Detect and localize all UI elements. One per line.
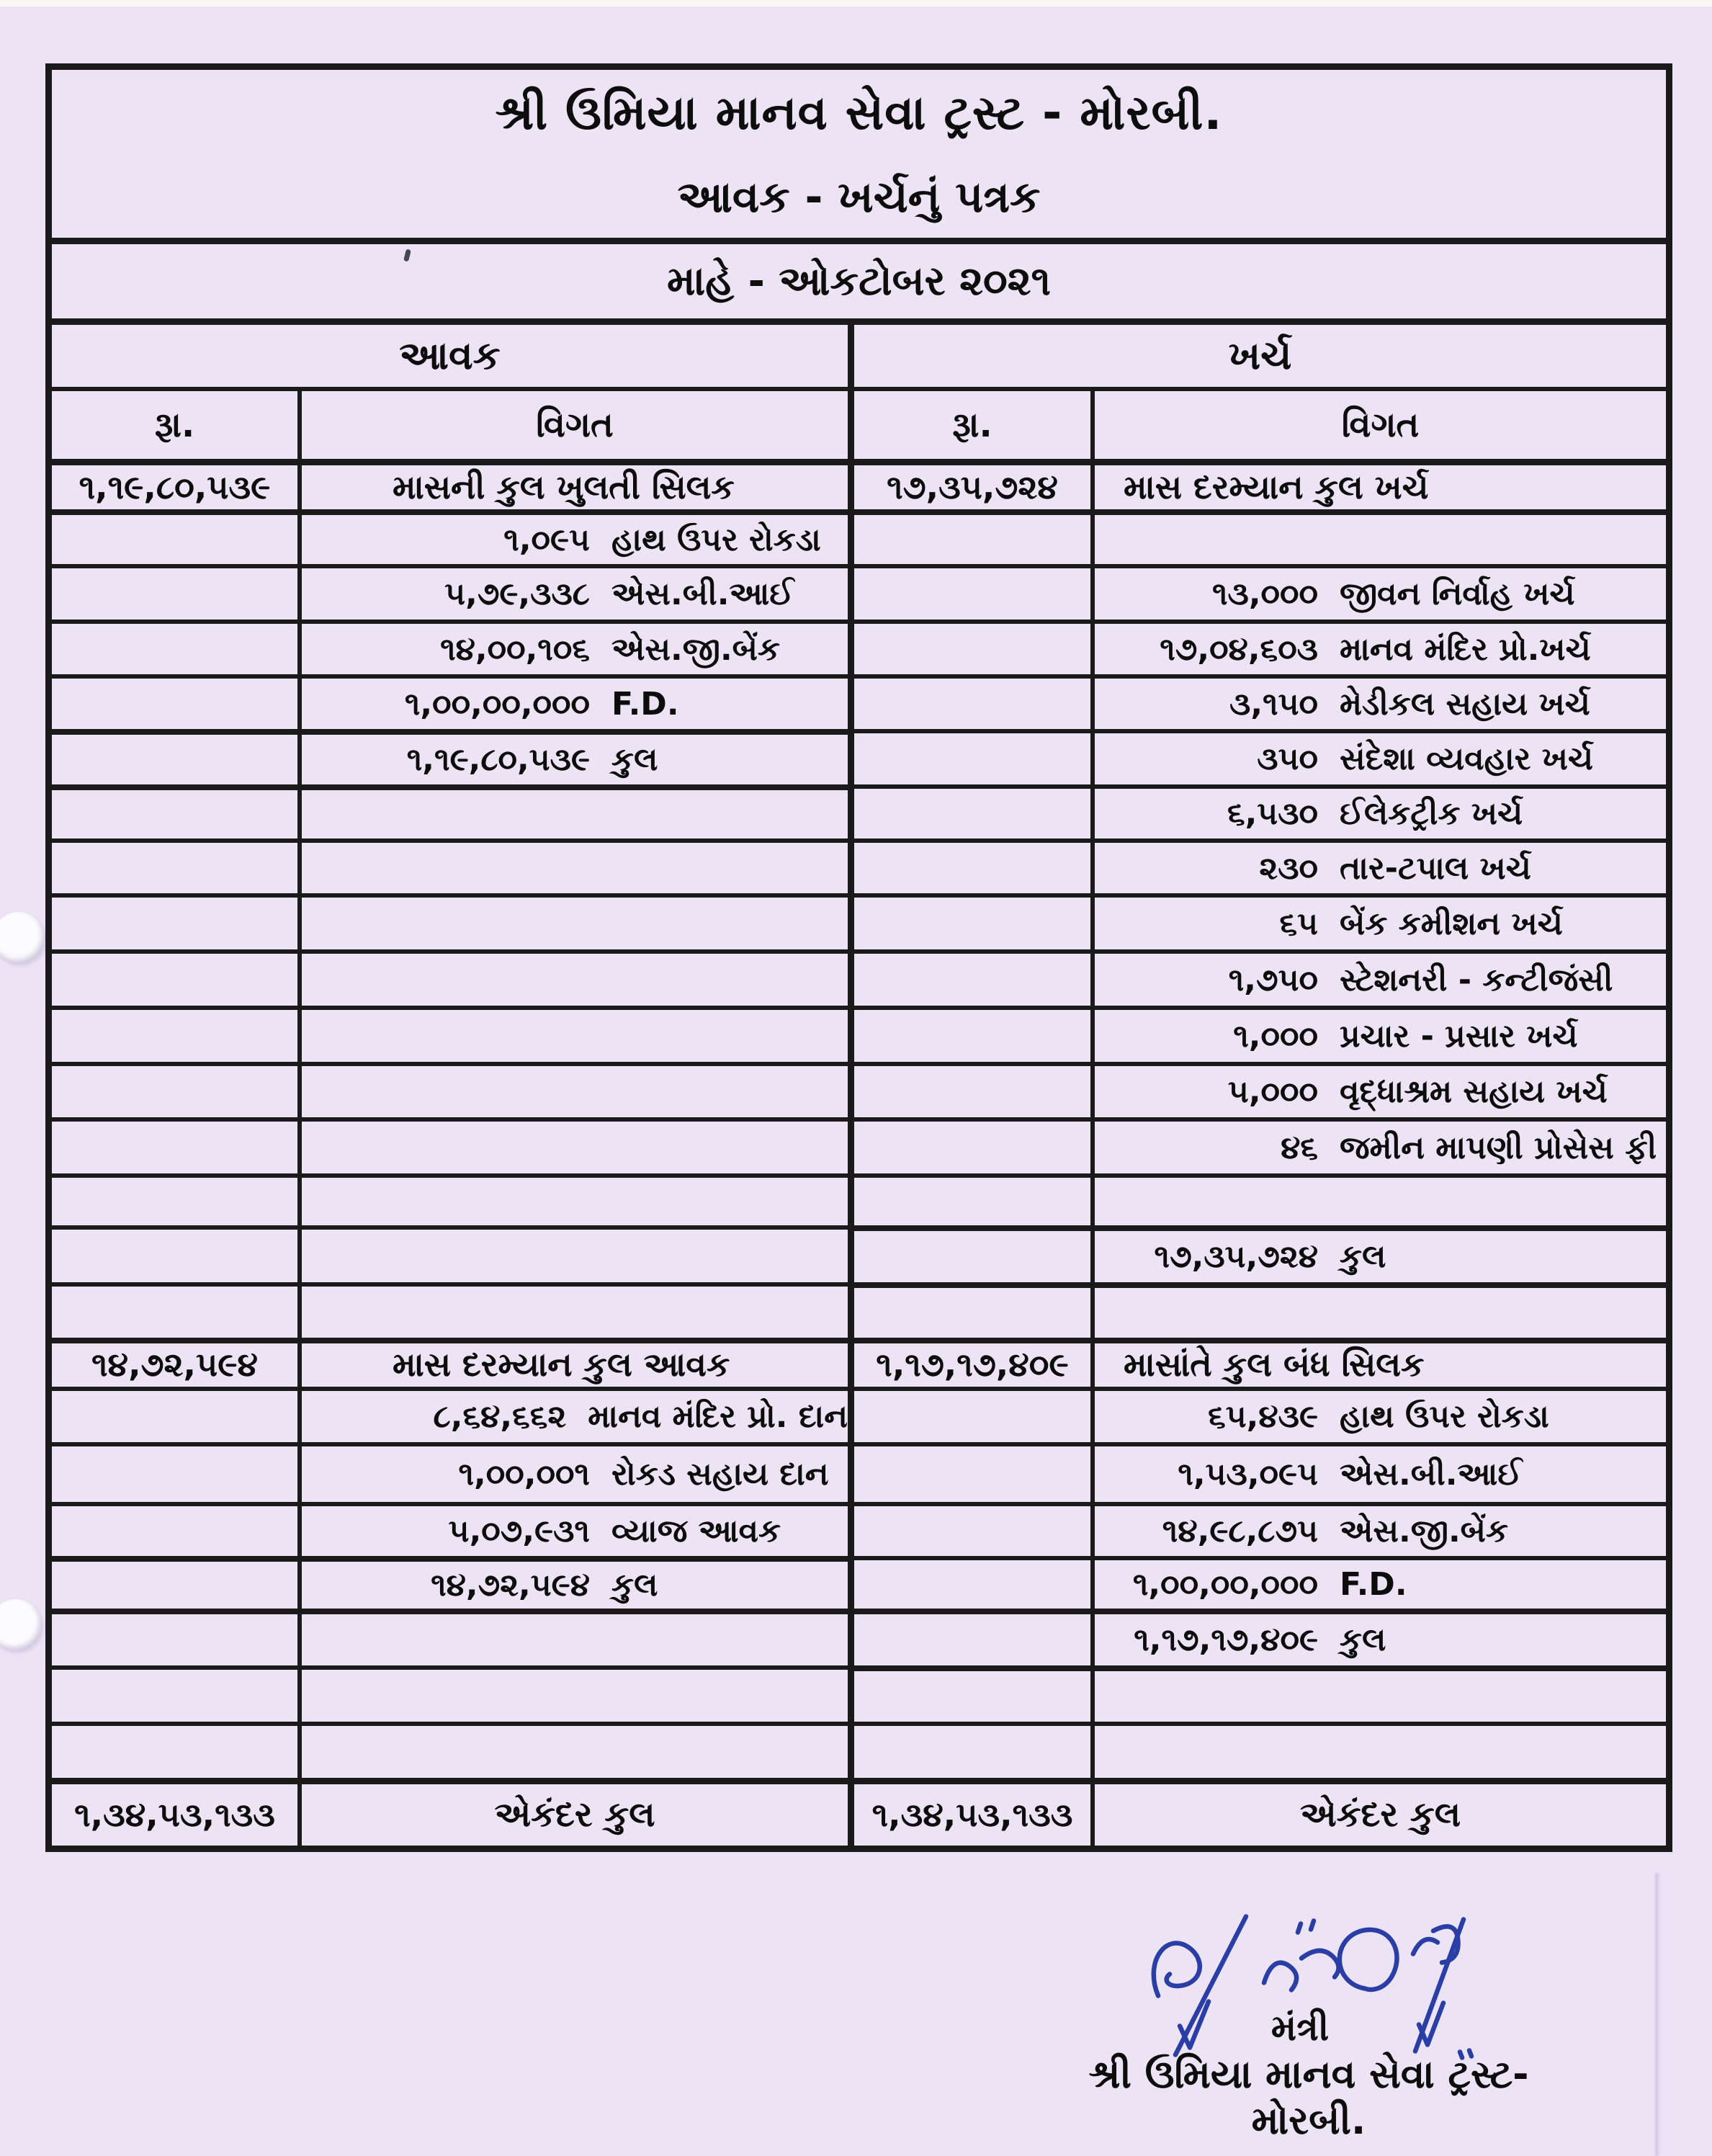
expense-amount-cell: [848, 1006, 1090, 1062]
line-label: વ્યાજ આવક: [611, 1513, 781, 1549]
expense-details-cell: [1090, 1225, 1666, 1282]
line-label: એસ.જી.બેંક: [1340, 1513, 1509, 1549]
income-details-cell: [297, 1225, 848, 1282]
table-row: [52, 893, 1666, 949]
column-header-row: [52, 387, 1666, 459]
expense-details-cell: [1090, 1338, 1666, 1387]
expense-amount-cell: [848, 619, 1090, 674]
expense-details-cell: [1090, 459, 1666, 509]
table-row: [52, 459, 1666, 509]
expense-details-column-header: વિગત: [1090, 387, 1666, 459]
table-row: [52, 619, 1666, 674]
income-total-amount: ૧,૧૯,૮૦,૫૩૯: [79, 467, 271, 506]
expense-total-amount: ૧,૧૭,૧૭,૪૦૯: [876, 1345, 1069, 1384]
income-details-cell: [297, 1062, 848, 1117]
expense-details-cell: [1090, 1502, 1666, 1556]
income-amount-cell: [52, 1173, 297, 1225]
income-details-cell: [297, 1556, 848, 1609]
income-details-column-header: વિગત: [297, 387, 848, 459]
line-label: એસ.બી.આઈ: [611, 576, 794, 612]
income-details-cell: [297, 1338, 848, 1387]
expense-amount-cell: [848, 1173, 1090, 1225]
expense-details-cell: [1090, 1006, 1666, 1062]
expense-amount-cell: [848, 1387, 1090, 1442]
line-label: કુલ: [611, 1567, 658, 1603]
expense-amount-cell: [848, 1225, 1090, 1282]
table-title-block: [52, 70, 1666, 238]
line-label: હાથ ઉપર રોકડા: [1340, 1398, 1549, 1435]
table-row: [52, 1117, 1666, 1173]
table-row: [52, 949, 1666, 1006]
line-label: હાથ ઉપર રોકડા: [611, 521, 821, 558]
ledger-table: [45, 63, 1672, 1852]
line-amount: ૧,૦૦,૦૦૧: [458, 1456, 590, 1493]
income-total-amount: ૧,૩૪,૫૩,૧૩૩: [74, 1794, 275, 1834]
expense-amount-cell: [848, 1722, 1090, 1778]
income-details-cell: [297, 784, 848, 838]
table-row: [52, 1722, 1666, 1778]
line-label: માનવ મંદિર પ્રો.ખર્ચ: [1340, 630, 1591, 668]
footer-org-line: શ્રી ઉમિયા માનવ સેવા ટ્રસ્ટ-મોરબી.: [1088, 2052, 1529, 2143]
line-amount: ૧૪,૦૦,૧૦૬: [440, 630, 590, 668]
expense-amount-cell: [848, 729, 1090, 784]
line-label: કુલ: [1340, 1238, 1386, 1275]
income-details-cell: [297, 729, 848, 784]
income-details-cell: [297, 949, 848, 1006]
expense-details-cell: [1090, 838, 1666, 893]
expense-amount-cell: [848, 674, 1090, 729]
paper-edge-line: [1655, 1873, 1659, 2156]
line-label: સ્ટેશનરી - કન્ટીજંસી: [1340, 961, 1613, 998]
line-label: જીવન નિર્વાહ ખર્ચ: [1340, 576, 1575, 612]
income-amount-cell: [52, 1225, 297, 1282]
line-amount: ૧૭,૩૫,૭૨૪: [1154, 1238, 1318, 1275]
expense-amount-cell: [848, 1117, 1090, 1173]
table-row: [52, 1442, 1666, 1502]
line-label: બેંક કમીશન ખર્ચ: [1340, 905, 1563, 942]
expense-details-cell: [1090, 674, 1666, 729]
line-label: ઈલેકટ્રીક ખર્ચ: [1340, 795, 1523, 832]
table-row: [52, 674, 1666, 729]
income-row-heading: માસ દરમ્યાન કુલ આવક: [393, 1345, 730, 1384]
line-amount: ૧૭,૦૪,૬૦૩: [1160, 630, 1318, 668]
income-amount-cell: [52, 1387, 297, 1442]
expense-amount-cell: [848, 564, 1090, 619]
line-amount: ૧૩,૦૦૦: [1211, 576, 1318, 612]
expense-amount-cell: [848, 1338, 1090, 1387]
line-label: એસ.જી.બેંક: [611, 630, 781, 668]
line-label: જમીન માપણી પ્રોસેસ ફી: [1340, 1129, 1657, 1166]
income-amount-cell: [52, 1778, 297, 1846]
income-amount-cell: [52, 1556, 297, 1609]
line-amount: ૧,૫૩,૦૯૫: [1178, 1456, 1318, 1493]
income-amount-cell: [52, 729, 297, 784]
expense-amount-column-header: રૂા.: [848, 387, 1090, 459]
line-amount: ૨૩૦: [1259, 849, 1318, 887]
income-details-cell: [297, 1665, 848, 1722]
grand-total-label: એકંદર કુલ: [1299, 1794, 1461, 1835]
income-details-cell: [297, 893, 848, 949]
table-row: [52, 564, 1666, 619]
line-label: સંદેશા વ્યવહાર ખર્ચ: [1340, 741, 1594, 777]
income-amount-cell: [52, 1502, 297, 1556]
expense-amount-cell: [848, 1665, 1090, 1722]
table-body: [52, 459, 1666, 1846]
table-row: [52, 1062, 1666, 1117]
table-row: [52, 1778, 1666, 1846]
line-amount: ૧,૦૯૫: [503, 521, 590, 558]
line-label: F.D.: [1340, 1566, 1407, 1603]
income-section-header: આવક: [52, 318, 848, 387]
hole-punch: [0, 912, 45, 964]
expense-amount-cell: [848, 509, 1090, 564]
expense-details-cell: [1090, 1722, 1666, 1778]
expense-amount-cell: [848, 784, 1090, 838]
line-amount: ૧,૭૫૦: [1228, 961, 1318, 998]
period-text: માહે - ઓકટોબર ૨૦૨૧: [667, 257, 1051, 305]
expense-details-cell: [1090, 1062, 1666, 1117]
expense-row-heading: માસાંતે કુલ બંધ સિલક: [1124, 1345, 1425, 1384]
income-amount-cell: [52, 509, 297, 564]
line-amount: ૧,૧૭,૧૭,૪૦૯: [1134, 1622, 1318, 1658]
expense-details-cell: [1090, 619, 1666, 674]
line-amount: ૩૫૦: [1257, 741, 1318, 777]
expense-section-header: ખર્ચ: [848, 318, 1666, 387]
income-amount-cell: [52, 1665, 297, 1722]
section-header-row: [52, 318, 1666, 387]
expense-amount-cell: [848, 459, 1090, 509]
expense-total-amount: ૧,૩૪,૫૩,૧૩૩: [871, 1794, 1073, 1834]
line-amount: ૪૬: [1281, 1129, 1318, 1166]
expense-amount-cell: [848, 949, 1090, 1006]
table-row: [52, 1665, 1666, 1722]
expense-details-cell: [1090, 509, 1666, 564]
expense-amount-cell: [848, 1442, 1090, 1502]
expense-details-cell: [1090, 1778, 1666, 1846]
expense-amount-cell: [848, 1778, 1090, 1846]
grand-total-label: એકંદર કુલ: [494, 1794, 655, 1835]
line-label: કુલ: [611, 741, 658, 778]
income-amount-cell: [52, 784, 297, 838]
income-amount-cell: [52, 1062, 297, 1117]
expense-amount-cell: [848, 1062, 1090, 1117]
income-details-cell: [297, 564, 848, 619]
line-amount: ૬,૫૩૦: [1227, 795, 1318, 832]
income-details-cell: [297, 838, 848, 893]
table-row: [52, 1556, 1666, 1609]
table-row: [52, 1006, 1666, 1062]
income-amount-cell: [52, 1338, 297, 1387]
doc-subtitle: આવક - ખર્ચનું પત્રક: [677, 172, 1041, 223]
income-details-cell: [297, 1502, 848, 1556]
income-details-cell: [297, 459, 848, 509]
expense-amount-cell: [848, 1282, 1090, 1338]
table-row: [52, 1387, 1666, 1442]
table-row: [52, 1225, 1666, 1282]
expense-details-cell: [1090, 1173, 1666, 1225]
table-row: [52, 509, 1666, 564]
income-amount-cell: [52, 564, 297, 619]
expense-total-amount: ૧૭,૩૫,૭૨૪: [887, 467, 1058, 506]
line-label: માનવ મંદિર પ્રો. દાન: [588, 1398, 848, 1435]
expense-amount-cell: [848, 1609, 1090, 1665]
line-amount: ૧૪,૯૮,૮૭૫: [1162, 1513, 1318, 1549]
income-amount-cell: [52, 838, 297, 893]
table-row: [52, 784, 1666, 838]
line-label: તાર-ટપાલ ખર્ચ: [1340, 849, 1531, 887]
line-amount: ૧૪,૭૨,૫૯૪: [431, 1567, 590, 1603]
income-details-cell: [297, 619, 848, 674]
line-label: પ્રચાર - પ્રસાર ખર્ચ: [1340, 1017, 1578, 1055]
expense-details-cell: [1090, 1665, 1666, 1722]
line-label: વૃદ્ધાશ્રમ સહાય ખર્ચ: [1340, 1073, 1608, 1110]
expense-details-cell: [1090, 1387, 1666, 1442]
expense-details-cell: [1090, 1282, 1666, 1338]
line-amount: ૧,૦૦૦: [1233, 1017, 1318, 1055]
income-amount-cell: [52, 619, 297, 674]
hole-punch: [0, 1599, 42, 1651]
income-details-cell: [297, 1609, 848, 1665]
line-label: F.D.: [611, 685, 679, 723]
org-title: શ્રી ઉમિયા માનવ સેવા ટ્રસ્ટ - મોરબી.: [495, 85, 1223, 140]
line-label: મેડીકલ સહાય ખર્ચ: [1340, 685, 1590, 723]
scanner-edge-strip: [0, 0, 1712, 6]
expense-details-cell: [1090, 1117, 1666, 1173]
expense-details-cell: [1090, 1556, 1666, 1609]
expense-details-cell: [1090, 564, 1666, 619]
income-amount-cell: [52, 1609, 297, 1665]
expense-amount-cell: [848, 1556, 1090, 1609]
income-amount-cell: [52, 1282, 297, 1338]
income-amount-cell: [52, 1117, 297, 1173]
line-amount: ૮,૬૪,૬૬૨: [433, 1398, 567, 1435]
income-details-cell: [297, 1006, 848, 1062]
income-details-cell: [297, 1117, 848, 1173]
table-row: [52, 1609, 1666, 1665]
line-amount: ૫,૭૯,૩૩૮: [444, 576, 590, 612]
expense-details-cell: [1090, 729, 1666, 784]
income-amount-cell: [52, 674, 297, 729]
line-amount: ૧,૧૯,૮૦,૫૩૯: [406, 741, 590, 778]
expense-amount-cell: [848, 838, 1090, 893]
income-row-heading: માસની કુલ ખુલતી સિલક: [393, 467, 735, 506]
line-amount: ૬૫: [1279, 905, 1318, 942]
line-amount: ૬૫,૪૩૯: [1208, 1398, 1318, 1435]
income-amount-cell: [52, 459, 297, 509]
expense-amount-cell: [848, 1502, 1090, 1556]
income-total-amount: ૧૪,૭૨,૫૯૪: [91, 1345, 258, 1384]
period-row: [52, 238, 1666, 318]
expense-details-cell: [1090, 784, 1666, 838]
expense-amount-cell: [848, 893, 1090, 949]
line-label: એસ.બી.આઈ: [1340, 1456, 1523, 1493]
line-amount: ૫,૦૭,૯૩૧: [448, 1513, 590, 1549]
income-details-cell: [297, 1173, 848, 1225]
income-amount-cell: [52, 1442, 297, 1502]
income-details-cell: [297, 1387, 848, 1442]
income-details-cell: [297, 1722, 848, 1778]
expense-details-cell: [1090, 1609, 1666, 1665]
table-row: [52, 1282, 1666, 1338]
table-row: [52, 1502, 1666, 1556]
income-details-cell: [297, 509, 848, 564]
table-row: [52, 729, 1666, 784]
income-details-cell: [297, 1282, 848, 1338]
income-amount-cell: [52, 1722, 297, 1778]
income-details-cell: [297, 1778, 848, 1846]
income-details-cell: [297, 1442, 848, 1502]
income-amount-column-header: રૂા.: [52, 387, 297, 459]
expense-details-cell: [1090, 949, 1666, 1006]
income-amount-cell: [52, 893, 297, 949]
line-amount: ૧,૦૦,૦૦,૦૦૦: [1132, 1566, 1318, 1603]
signatory-title: મંત્રી: [1270, 2007, 1330, 2049]
line-amount: ૧,૦૦,૦૦,૦૦૦: [404, 685, 590, 723]
expense-row-heading: માસ દરમ્યાન કુલ ખર્ચ: [1124, 467, 1429, 506]
income-amount-cell: [52, 1006, 297, 1062]
income-details-cell: [297, 674, 848, 729]
line-label: રોકડ સહાય દાન: [611, 1456, 829, 1493]
expense-details-cell: [1090, 1442, 1666, 1502]
expense-details-cell: [1090, 893, 1666, 949]
table-row: [52, 1338, 1666, 1387]
line-amount: ૩,૧૫૦: [1229, 685, 1318, 723]
line-label: કુલ: [1340, 1622, 1386, 1658]
income-amount-cell: [52, 949, 297, 1006]
table-row: [52, 838, 1666, 893]
table-row: [52, 1173, 1666, 1225]
line-amount: ૫,૦૦૦: [1227, 1073, 1318, 1110]
